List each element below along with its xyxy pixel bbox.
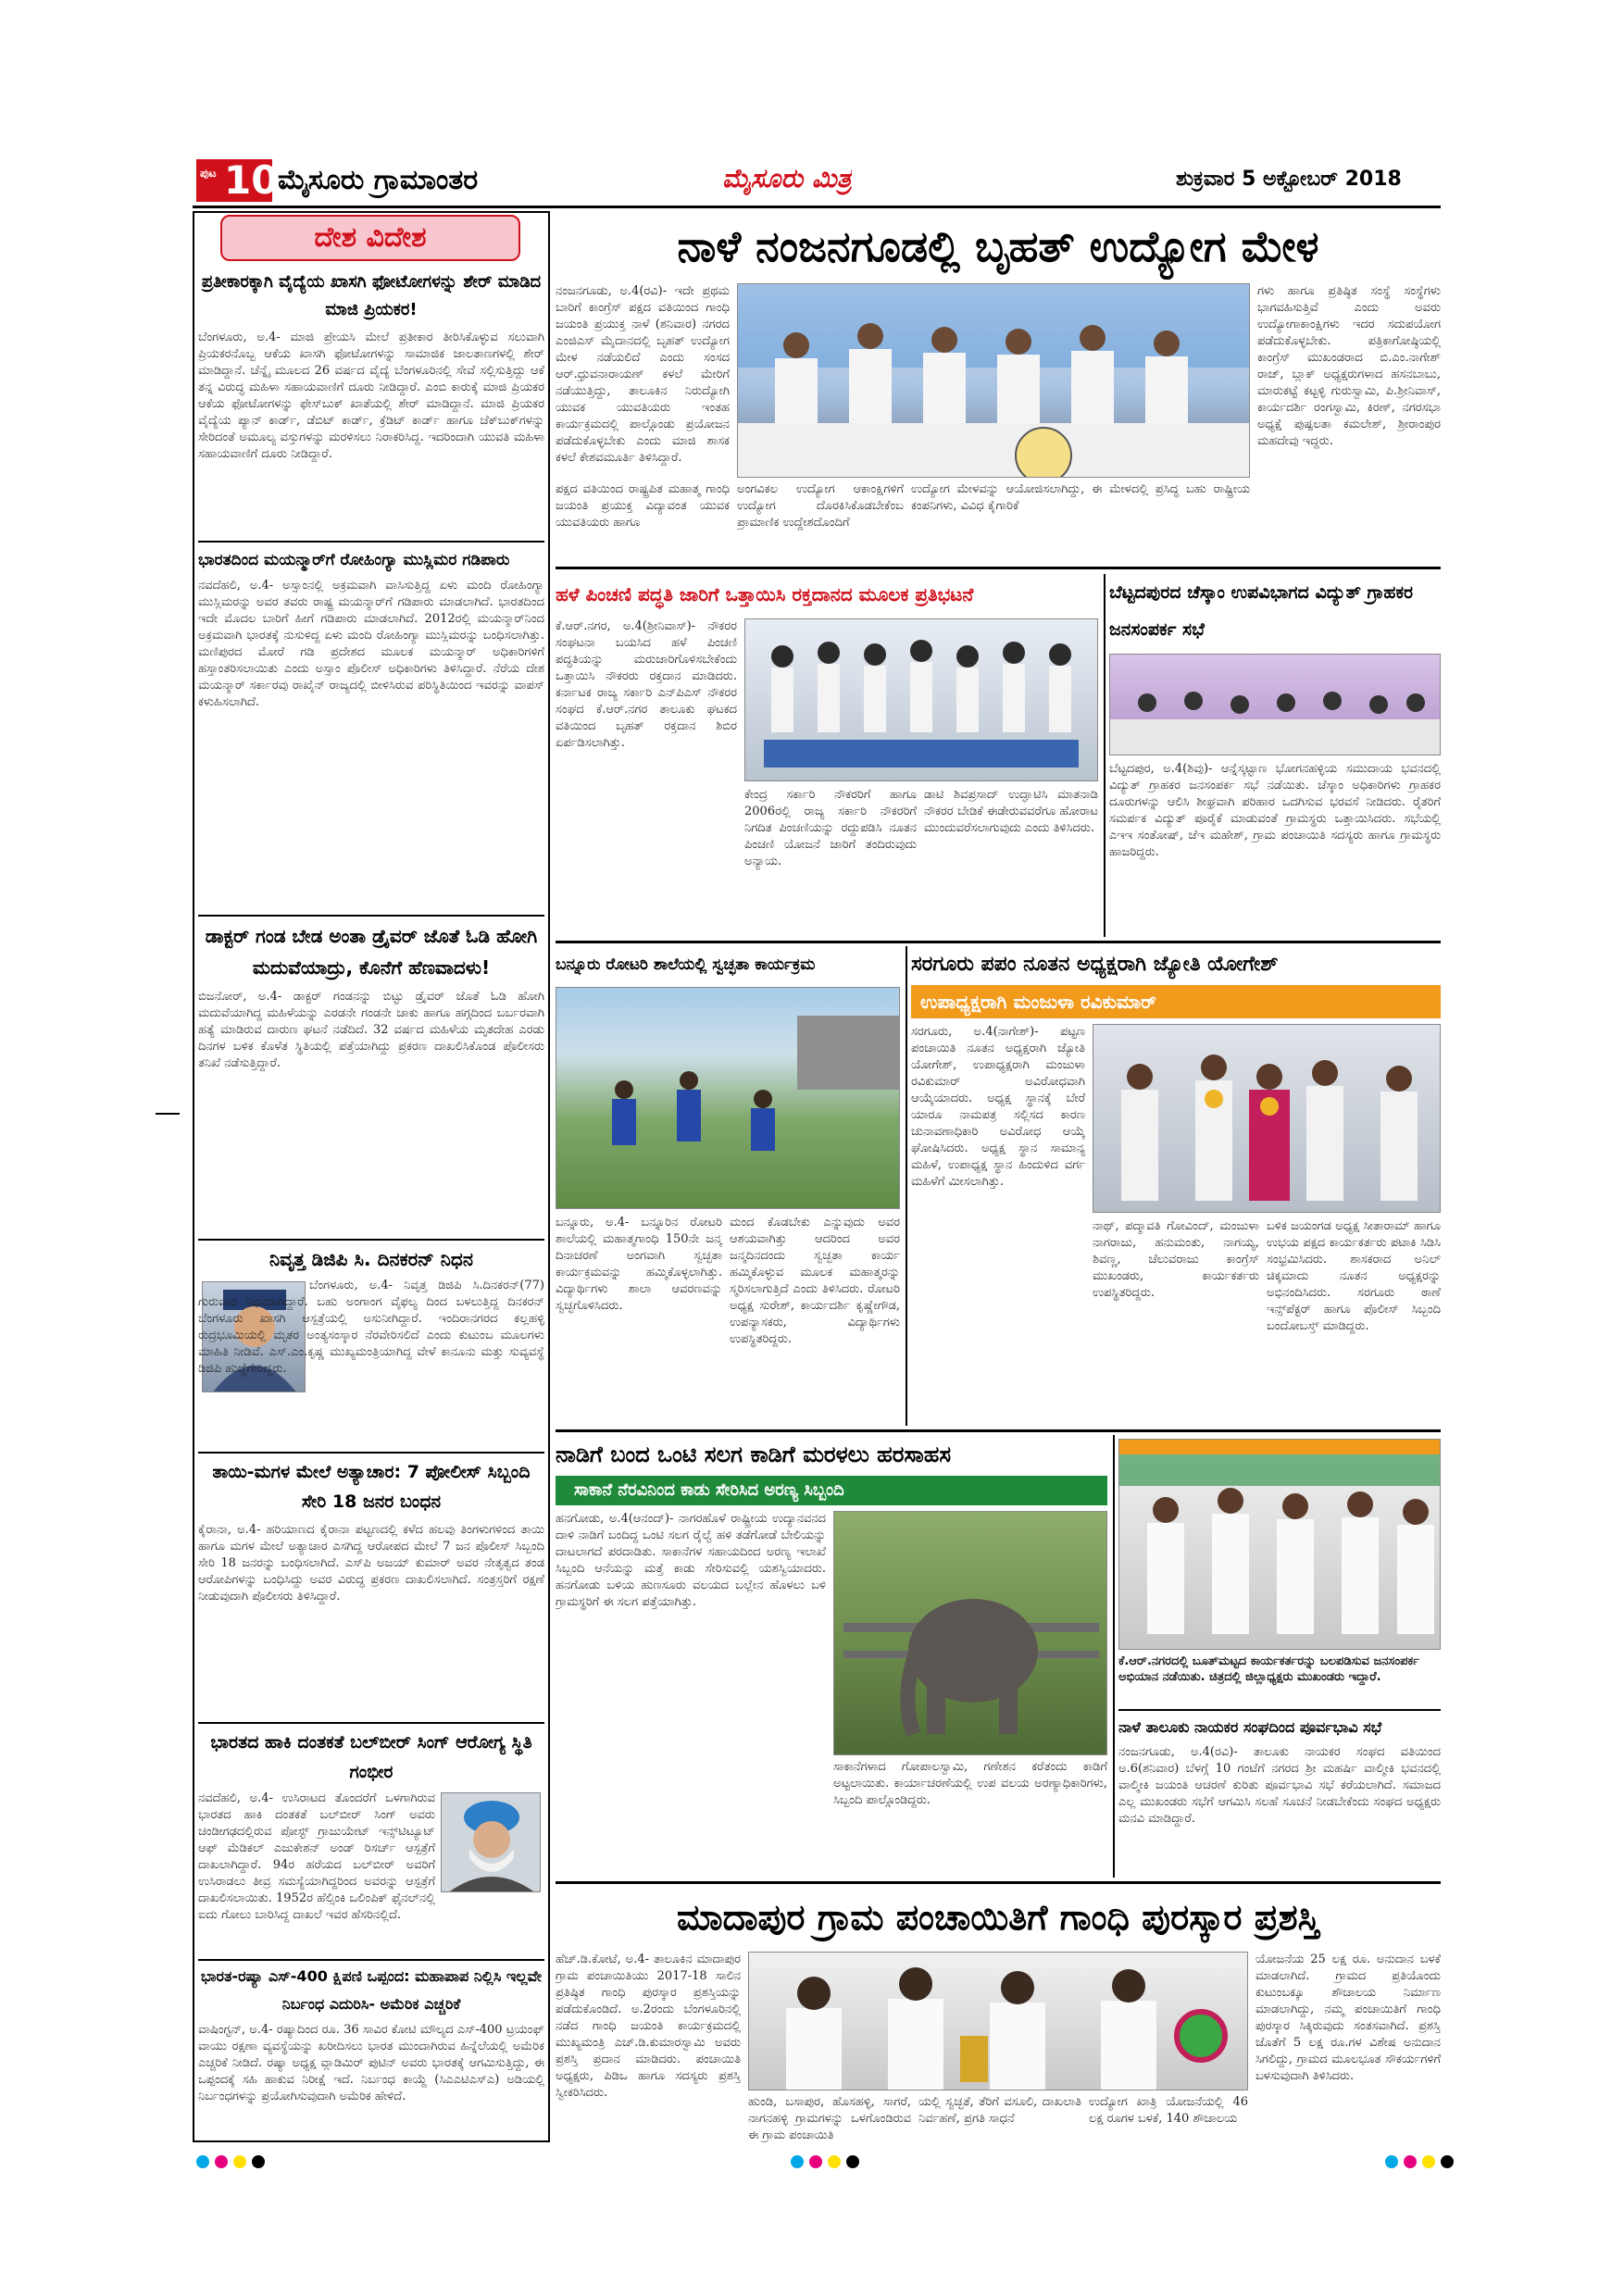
sidebar-body-2: ನವದೆಹಲಿ, ಅ.4- ಅಸ್ಸಾಂನಲ್ಲಿ ಅಕ್ರಮವಾಗಿ ವಾಸಿಸುತ್ತಿದ್ದ ಏಳು ಮಂದಿ ರೋಹಿಂಗ್ಯಾ ಮುಸ್ಲಿಮರನ್ನು ಅವರ ತವರು ರಾಷ್ಟ್ರ ಮಯನ್ಮಾರ್‌ಗೆ ಗಡಿಪಾರು ಮಾಡಲಾಗಿದೆ. ಭಾರತದಿಂದ ಇದೇ ಮೊದಲ ಬಾರಿಗೆ ಹೀಗೆ ಗಡಿಪಾರು ಮಾಡಲಾಗಿದೆ. 2012ರಲ್ಲಿ ಮಯನ್ಮಾರ್‌ನಿಂದ ಅಕ್ರಮವಾಗಿ ಭಾರತಕ್ಕೆ ನುಸುಳಿದ್ದ ಏಳು ಮಂದಿ ರೋಹಿಂಗ್ಯಾ ಮುಸ್ಲಿಮರನ್ನು ಬಂಧಿಸಲಾಗಿತ್ತು. ಮಣಿಪುರದ ಮೋರೆ ಗಡಿ ಪ್ರದೇಶದ ಮೂಲಕ ಮಯನ್ಮಾರ್ ಅಧಿಕಾರಿಗಳಿಗೆ ಹಸ್ತಾಂತರಿಸಲಾಯಿತು ಎಂದು ಅಸ್ಸಾಂ ಪೊಲೀಸ್ ಅಧಿಕಾರಿಗಳು ತಿಳಿಸಿದ್ದಾರೆ. ನೆರೆಯ ದೇಶ ಮಯನ್ಮಾರ್ ಸರ್ಕಾರವು ರಾಖೈನ್ ರಾಜ್ಯದಲ್ಲಿ ಬೀಳಿಸಿರುವ ಪರಿಸ್ಥಿತಿಯಿಂದ ಇವರನ್ನು ವಾಪಸ್ ಕಳುಹಿಸಲಾಗಿದೆ.: [198, 579, 544, 709]
mid-rule-3: [556, 1881, 1441, 1884]
saragur-subhead-band: [911, 985, 1441, 1018]
sidebar-headline-1: ಪ್ರತೀಕಾರಕ್ಕಾಗಿ ವೈದ್ಯೆಯ ಖಾಸಗಿ ಫೋಟೋಗಳನ್ನು ಶೇರ್ ಮಾಡಿದ ಮಾಜಿ ಪ್ರಿಯಕರ!: [201, 272, 542, 319]
saragur-photo: [1093, 1024, 1441, 1213]
cleaning-icon: [556, 988, 900, 1209]
elephant-headline: [556, 1435, 1111, 1474]
reg-mark-yellow: [233, 2155, 246, 2168]
gandhi-col-5: ಯೋಜನೆಯ 25 ಲಕ್ಷ ರೂ. ಅನುದಾನ ಬಳಕೆ ಮಾಡಲಾಗಿದೆ. ಗ್ರಾಮದ ಪ್ರತಿಯೊಂದು ಕುಟುಂಬಕ್ಕೂ ಶೌಚಾಲಯ ನಿರ್ಮಾಣ ಮಾಡಲಾಗಿದ್ದು, ನಮ್ಮ ಪಂಚಾಯಿತಿಗೆ ಗಾಂಧಿ ಪುರಸ್ಕಾರ ಸಿಕ್ಕಿರುವುದು ಸಂತಸವಾಗಿದೆ. ಪ್ರಶಸ್ತಿ ಜೊತೆಗೆ 5 ಲಕ್ಷ ರೂ.ಗಳ ವಿಶೇಷ ಅನುದಾನ ಸಿಗಲಿದ್ದು, ಗ್ರಾಮದ ಮೂಲಭೂತ ಸೌಕರ್ಯಗಳಿಗೆ ಬಳಸುವುದಾಗಿ ತಿಳಿಸಿದರು.: [1255, 1953, 1441, 2083]
camp-headline: [1109, 574, 1441, 650]
camp-body: ಬೆಟ್ಟದಪುರ, ಅ.4(ಶಿವು)- ಆನ್ನೆಸ್ಕಟ್ಟಾಣ ಭೋಗನಹಳ್ಳಿಯ ಸಮುದಾಯ ಭವನದಲ್ಲಿ ವಿದ್ಯುತ್ ಗ್ರಾಹಕರ ಜನಸಂಪರ್ಕ ಸಭೆ ನಡೆಯಿತು. ಚೆಸ್ಕಾಂ ಅಧಿಕಾರಿಗಳು ಗ್ರಾಹಕರ ದೂರುಗಳನ್ನು ಆಲಿಸಿ ಶೀಘ್ರವಾಗಿ ಪರಿಹಾರ ಒದಗಿಸುವ ಭರವಸೆ ನೀಡಿದರು. ರೈತರಿಗೆ ಸಮರ್ಪಕ ವಿದ್ಯುತ್ ಪೂರೈಕೆ ಮಾಡುವಂತೆ ಗ್ರಾಮಸ್ಥರು ಒತ್ತಾಯಿಸಿದರು. ಸಭೆಯಲ್ಲಿ ಎಇಇ ಸಂತೋಷ್, ಜೆಇ ಮಹೇಶ್, ಗ್ರಾಮ ಪಂಚಾಯಿತಿ ಸದಸ್ಯರು ಹಾಗೂ ಗ್ರಾಮಸ್ಥರು ಹಾಜರಿದ್ದರು.: [1109, 762, 1441, 859]
sidebar-divider-4: [198, 1452, 544, 1454]
date: ಶುಕ್ರವಾರ 5 ಅಕ್ಟೋಬರ್ 2018: [1176, 168, 1402, 191]
sidebar-title: ದೇಶ ವಿದೇಶ: [314, 221, 427, 254]
gandhi-photo: [748, 1952, 1248, 2090]
portrait-icon: [442, 1793, 541, 1892]
clean-headline: [556, 946, 900, 983]
press-conference-icon: [738, 284, 1250, 478]
lead-col-3: ಅಂಗವಿಕಲ ಉದ್ಯೋಗ ಆಕಾಂಕ್ಷಿಗಳಿಗೆ ಉದ್ಯೋಗ ದೊರಕಿಸಿಕೊಡಬೇಕೆಂಬ ಪ್ರಾಮಾಣಿಕ ಉದ್ದೇಶದೊಂದಿಗೆ: [737, 482, 904, 530]
lead-col-4: ಉದ್ಯೋಗ ಮೇಳವನ್ನು ಆಯೋಜಿಸಲಾಗಿದ್ದು, ಈ ಮೇಳದಲ್ಲಿ ಪ್ರಸಿದ್ಧ ಬಹು ರಾಷ್ಟ್ರೀಯ ಕಂಪನಿಗಳು, ವಿವಿಧ ಕೈಗಾರಿಕೆ: [911, 482, 1250, 513]
elephant-photo: [833, 1511, 1107, 1755]
saragur-col-1: ಸರಗೂರು, ಅ.4(ನಾಗೇಶ್)- ಪಟ್ಟಣ ಪಂಚಾಯಿತಿ ನೂತನ ಅಧ್ಯಕ್ಷರಾಗಿ ಜ್ಯೋತಿ ಯೋಗೇಶ್, ಉಪಾಧ್ಯಕ್ಷರಾಗಿ ಮಂಜುಳಾ ರವಿಕುಮಾರ್ ಅವಿರೋಧವಾಗಿ ಆಯ್ಕೆಯಾದರು. ಅಧ್ಯಕ್ಷ ಸ್ಥಾನಕ್ಕೆ ಬೇರೆ ಯಾರೂ ನಾಮಪತ್ರ ಸಲ್ಲಿಸದ ಕಾರಣ ಚುನಾವಣಾಧಿಕಾರಿ ಅವಿರೋಧ ಆಯ್ಕೆ ಘೋಷಿಸಿದರು. ಅಧ್ಯಕ್ಷ ಸ್ಥಾನ ಸಾಮಾನ್ಯ ಮಹಿಳೆ, ಉಪಾಧ್ಯಕ್ಷ ಸ್ಥಾನ ಹಿಂದುಳಿದ ವರ್ಗ ಮಹಿಳೆಗೆ ಮೀಸಲಾಗಿತ್ತು.: [911, 1025, 1085, 1189]
meeting-headline: ನಾಳೆ ತಾಲೂಕು ನಾಯಕರ ಸಂಘದಿಂದ ಪೂರ್ವಭಾವಿ ಸಭೆ: [1118, 1718, 1382, 1736]
camp-headline-text: ಬೆಟ್ಟದಪುರದ ಚೆಸ್ಕಾಂ ಉಪವಿಭಾಗದ ವಿದ್ಯುತ್ ಗ್ರಾಹಕರ ಜನಸಂಪರ್ಕ ಸಭೆ: [1109, 582, 1414, 640]
sidebar-headline-6: ಭಾರತದ ಹಾಕಿ ದಂತಕತೆ ಬಲ್‌ಬೀರ್ ಸಿಂಗ್ ಆರೋಗ್ಯ ಸ್ಥಿತಿ ಗಂಭೀರ: [210, 1732, 532, 1782]
balbir-portrait: [441, 1792, 541, 1892]
reg-mark-black: [846, 2155, 859, 2168]
blood-photo: [744, 618, 1098, 781]
sidebar-headline-2: ಭಾರತದಿಂದ ಮಯನ್ಮಾರ್‌ಗೆ ರೋಹಿಂಗ್ಯಾ ಮುಸ್ಲಿಮರ ಗಡಿಪಾರು: [198, 551, 510, 569]
reg-mark-cyan: [196, 2155, 209, 2168]
clean-col-2: ಮಂದ ಕೊಡಬೇಕು ಎನ್ನುವುದು ಅವರ ಆಶಯವಾಗಿತ್ತು ಆದರಿಂದ ಅವರ ಜನ್ಮದಿನದಂದು ಸ್ವಚ್ಛತಾ ಕಾರ್ಯ ಹಮ್ಮಿಕೊಳ್ಳುವ ಮೂಲಕ ಮಹಾತ್ಮರನ್ನು ಸ್ಮರಿಸಲಾಗುತ್ತಿದೆ ಎಂದು ತಿಳಿಸಿದರು. ರೋಟರಿ ಅಧ್ಯಕ್ಷ ಸುರೇಶ್, ಕಾರ್ಯದರ್ಶಿ ಕೃಷ್ಣೇಗೌಡ, ಉಪನ್ಯಾಸಕರು, ವಿದ್ಯಾರ್ಥಿಗಳು ಉಪಸ್ಥಿತರಿದ್ದರು.: [730, 1216, 900, 1346]
page-number-badge: [196, 157, 279, 203]
clean-headline-text: ಬನ್ನೂರು ರೋಟರಿ ಶಾಲೆಯಲ್ಲಿ ಸ್ವಚ್ಛತಾ ಕಾರ್ಯಕ್ರಮ: [556, 955, 816, 974]
saragur-divider: [906, 946, 907, 1426]
reg-mark-black: [1441, 2155, 1454, 2168]
lead-col-5: ಗಳು ಹಾಗೂ ಪ್ರತಿಷ್ಠಿತ ಸಂಸ್ಥೆ ಸಂಸ್ಥೆಗಳು ಭಾಗವಹಿಸುತ್ತಿವೆ ಎಂದು ಅವರು ಉದ್ಯೋಗಾಕಾಂಕ್ಷಿಗಳು ಇದರ ಸದುಪಯೋಗ ಪಡೆದುಕೊಳ್ಳಬೇಕು. ಪತ್ರಿಕಾಗೋಷ್ಠಿಯಲ್ಲಿ ಕಾಂಗ್ರೆಸ್ ಮುಖಂಡರಾದ ಬಿ.ಎಂ.ನಾಗೇಶ್ ರಾಜ್, ಬ್ಲಾಕ್ ಅಧ್ಯಕ್ಷರುಗಳಾದ ಹಸನಬಾಬು, ಮಾರುಕಟ್ಟೆ ಕಟ್ಟಳ್ಳಿ ಗುರುಸ್ವಾಮಿ, ಪಿ.ಶ್ರೀನಿವಾಸ್, ಕಾರ್ಯದರ್ಶಿ ರಂಗಸ್ವಾಮಿ, ಕಿರಣ್, ನಗರಸಭಾ ಅಧ್ಯಕ್ಷೆ ಪುಷ್ಪಲತಾ ಕಮಲೇಶ್, ಶ್ರೀರಾಂಪುರ ಮಹದೇವು ಇದ್ದರು.: [1257, 284, 1441, 448]
meeting-body: ನಂಜನಗೂಡು, ಅ.4(ರವಿ)- ತಾಲೂಕು ನಾಯಕರ ಸಂಘದ ವತಿಯಿಂದ ಅ.6(ಶನಿವಾರ) ಬೆಳಗ್ಗೆ 10 ಗಂಟೆಗೆ ನಗರದ ಶ್ರೀ ಮಹರ್ಷಿ ವಾಲ್ಮೀಕಿ ಭವನದಲ್ಲಿ ವಾಲ್ಮೀಕಿ ಜಯಂತಿ ಆಚರಣೆ ಕುರಿತು ಪೂರ್ವಭಾವಿ ಸಭೆ ಕರೆಯಲಾಗಿದೆ. ಸಮಾಜದ ಎಲ್ಲ ಮುಖಂಡರು ಸಭೆಗೆ ಆಗಮಿಸಿ ಸಲಹೆ ಸೂಚನೆ ನೀಡಬೇಕೆಂದು ಸಂಘದ ಅಧ್ಯಕ್ಷರು ಮನವಿ ಮಾಡಿದ್ದಾರೆ.: [1118, 1745, 1441, 1826]
sidebar-divider-5: [198, 1722, 544, 1724]
reg-mark-magenta: [809, 2155, 822, 2168]
gandhi-col-2: ಹುಂಡಿ, ಬಸಾಪುರ, ಹೊಸಹಳ್ಳಿ, ಸಾಗರೆ, ನಾಗನಹಳ್ಳಿ ಗ್ರಾಮಗಳನ್ನು ಒಳಗೊಂಡಿರುವ ಈ ಗ್ರಾಮ ಪಂಚಾಯಿತಿ: [748, 2095, 911, 2142]
clean-photo: [556, 987, 900, 1209]
gandhi-headline: [556, 1887, 1441, 1948]
elephant-icon: [834, 1512, 1107, 1755]
sidebar-headline-5: ತಾಯಿ-ಮಗಳ ಮೇಲೆ ಅತ್ಯಾಚಾರ: 7 ಪೋಲೀಸ್ ಸಿಬ್ಬಂದಿ ಸೇರಿ 18 ಜನರ ಬಂಧನ: [212, 1462, 531, 1512]
reg-mark-magenta: [1404, 2155, 1417, 2168]
page-number: 10: [224, 157, 279, 203]
mid-rule-2: [556, 1429, 1441, 1432]
rally-photo: [1118, 1439, 1441, 1650]
reg-mark-yellow: [828, 2155, 841, 2168]
gandhi-headline-text: ಮಾದಾಪುರ ಗ್ರಾಮ ಪಂಚಾಯಿತಿಗೆ ಗಾಂಧಿ ಪುರಸ್ಕಾರ ಪ್ರಶಸ್ತಿ: [676, 1897, 1320, 1938]
sidebar-headline-4: ನಿವೃತ್ತ ಡಿಜಿಪಿ ಸಿ. ದಿನಕರನ್ ನಿಧನ: [269, 1248, 473, 1270]
elephant-subhead-band: [556, 1476, 1107, 1505]
reg-mark-black: [252, 2155, 265, 2168]
sidebar-body-7: ವಾಷಿಂಗ್ಟನ್, ಅ.4- ರಷ್ಯಾದಿಂದ ರೂ. 36 ಸಾವಿರ ಕೋಟಿ ಮೌಲ್ಯದ ಎಸ್-400 ಟ್ರಯಂಫ್ ವಾಯು ರಕ್ಷಣಾ ವ್ಯವಸ್ಥೆಯನ್ನು ಖರೀದಿಸಲು ಭಾರತ ಮುಂದಾಗಿರುವ ಹಿನ್ನೆಲೆಯಲ್ಲಿ ಅಮೆರಿಕ ಎಚ್ಚರಿಕೆ ನೀಡಿದೆ. ರಷ್ಯಾ ಅಧ್ಯಕ್ಷ ವ್ಲಾಡಿಮಿರ್ ಪುಟಿನ್ ಅವರು ಭಾರತಕ್ಕೆ ಆಗಮಿಸುತ್ತಿದ್ದು, ಈ ಒಪ್ಪಂದಕ್ಕೆ ಸಹಿ ಹಾಕುವ ನಿರೀಕ್ಷೆ ಇದೆ. ನಿರ್ಬಂಧ ಕಾಯ್ದೆ (ಸಿಎಎಟಿಎಸ್‌ಎ) ಅಡಿಯಲ್ಲಿ ನಿರ್ಬಂಧಗಳನ್ನು ಪ್ರಯೋಗಿಸುವುದಾಗಿ ಅಮೆರಿಕ ಹೇಳಿದೆ.: [198, 2023, 544, 2103]
sidebar-divider-1: [198, 541, 544, 543]
saragur-subhead: ಉಪಾಧ್ಯಕ್ಷರಾಗಿ ಮಂಜುಳಾ ರವಿಕುಮಾರ್: [920, 991, 1157, 1013]
lead-headline: [556, 213, 1441, 280]
meeting-icon: [1110, 655, 1441, 755]
sidebar-divider-6: [198, 1959, 544, 1961]
blood-headline-text: ಹಳೆ ಪಿಂಚಣಿ ಪದ್ಧತಿ ಜಾರಿಗೆ ಒತ್ತಾಯಿಸಿ ರಕ್ತದಾನದ ಮೂಲಕ ಪ್ರತಿಭಟನೆ: [556, 583, 974, 605]
sidebar-headline-7: ಭಾರತ-ರಷ್ಯಾ ಎಸ್-400 ಕ್ಷಿಪಣಿ ಒಪ್ಪಂದ: ಮಹಾಪಾಪ ನಿಲ್ಲಿಸಿ ಇಲ್ಲವೇ ನಿರ್ಬಂಧ ಎದುರಿಸಿ- ಅಮೆರಿಕ ಎಚ್ಚರಿಕೆ: [200, 1967, 543, 2013]
elephant-col-1: ಹನಗೋಡು, ಅ.4(ಆನಂದ್)- ನಾಗರಹೊಳೆ ರಾಷ್ಟ್ರೀಯ ಉದ್ಯಾನವನದ ದಾಳಿ ನಾಡಿಗೆ ಬಂದಿದ್ದ ಒಂಟಿ ಸಲಗ ರೈಲ್ವೆ ಹಳಿ ತಡೆಗೋಡೆ ಬೇಲಿಯನ್ನು ದಾಟಲಾಗದೆ ಪರದಾಡಿತು. ಸಾಕಾನೆಗಳ ಸಹಾಯದಿಂದ ಅರಣ್ಯ ಇಲಾಖೆ ಸಿಬ್ಬಂದಿ ಆನೆಯನ್ನು ಮತ್ತೆ ಕಾಡು ಸೇರಿಸುವಲ್ಲಿ ಯಶಸ್ವಿಯಾದರು. ಹನಗೋಡು ಬಳಿಯ ಹುಣಸೂರು ವಲಯದ ಬಲ್ಲೇನ ಹೊಳಲು ಬಳಿ ಗ್ರಾಮಸ್ಥರಿಗೆ ಈ ಸಲಗ ಪತ್ತೆಯಾಗಿತ್ತು.: [556, 1512, 826, 1609]
sidebar-divider-2: [198, 915, 544, 917]
header-rule: [193, 206, 1441, 208]
award-ceremony-icon: [749, 1953, 1248, 2090]
crop-mark-left: [156, 1113, 180, 1115]
blood-col-3: ಡಾಟಿ ಶಿವಪ್ರಸಾದ್ ಉದ್ಘಾಟಿಸಿ ಮಾತನಾಡಿ ನೌಕರರ ಬೇಡಿಕೆ ಈಡೇರುವವರೆಗೂ ಹೋರಾಟ ಮುಂದುವರೆಸಲಾಗುವುದು ಎಂದು ತಿಳಿಸಿದರು.: [924, 788, 1098, 835]
mid-rule-1: [556, 941, 1441, 943]
sidebar-body-4: ಬೆಂಗಳೂರು, ಅ.4- ನಿವೃತ್ತ ಡಿಜಿಪಿ ಸಿ.ದಿನಕರನ್(77) ಗುರುವಾರ ನಿಧನರಾಗಿದ್ದಾರೆ. ಬಹು ಅಂಗಾಂಗ ವೈಫಲ್ಯ ದಿಂದ ಬಳಲುತ್ತಿದ್ದ ದಿನಕರನ್ ಬೆಂಗಳೂರು ಖಾಸಗಿ ಆಸ್ಪತ್ರೆಯಲ್ಲಿ ಅಸುನೀಗಿದ್ದಾರೆ. ಇಂದಿರಾನಗರದ ಕಲ್ಲಹಳ್ಳಿ ರುದ್ರಭೂಮಿಯಲ್ಲಿ ಮೃತರ ಅಂತ್ಯಸಂಸ್ಕಾರ ನೆರವೇರಿಸಲಿದೆ ಎಂದು ಕುಟುಂಬ ಮೂಲಗಳು ಮಾಹಿತಿ ನೀಡಿವೆ. ಎಸ್.ಎಂ.ಕೃಷ್ಣ ಮುಖ್ಯಮಂತ್ರಿಯಾಗಿದ್ದ ವೇಳೆ ಕಾನೂನು ಮತ್ತು ಸುವ್ಯವಸ್ಥೆ ಡಿಜಿಪಿ ಹುದ್ದೆಗೇರಿದ್ದರು.: [198, 1279, 544, 1376]
section-title: ಮೈಸೂರು ಗ್ರಾಮಾಂತರ: [278, 164, 479, 196]
masthead: ಮೈಸೂರು ಮಿತ್ರ: [722, 163, 852, 193]
saragur-col-3: ಬಳಿಕ ಜಯಂಗಡ ಅಧ್ಯಕ್ಷ ಸೀತಾರಾಮ್ ಹಾಗೂ ಉಭಯ ಪಕ್ಷದ ಕಾರ್ಯಕರ್ತರು ಪಟಾಕಿ ಸಿಡಿಸಿ ಸಂಭ್ರಮಿಸಿದರು. ಶಾಸಕರಾದ ಅನಿಲ್ ಚಿಕ್ಕಮಾದು ನೂತನ ಅಧ್ಯಕ್ಷರನ್ನು ಅಭಿನಂದಿಸಿದರು. ಸರಗೂರು ಠಾಣೆ ಇನ್ಸ್‌ಪೆಕ್ಟರ್ ಹಾಗೂ ಪೊಲೀಸ್ ಸಿಬ್ಬಂದಿ ಬಂದೋಬಸ್ತ್ ಮಾಡಿದ್ದರು.: [1267, 1219, 1441, 1333]
sidebar-body-3: ಬಿಜನೋರ್, ಅ.4- ಡಾಕ್ಟರ್ ಗಂಡನನ್ನು ಬಿಟ್ಟು ಡ್ರೈವರ್ ಜೊತೆ ಓಡಿ ಹೋಗಿ ಮದುವೆಯಾಗಿದ್ದ ಮಹಿಳೆಯನ್ನು ಎರಡನೇ ಗಂಡನೇ ಚಾಕು ಹಾಗೂ ಹಗ್ಗದಿಂದ ಬರ್ಬರವಾಗಿ ಹತ್ಯೆ ಮಾಡಿರುವ ದಾರುಣ ಘಟನೆ ನಡೆದಿದೆ. 32 ವರ್ಷದ ಮಹಿಳೆಯ ಮೃತದೇಹ ಎರಡು ದಿನಗಳ ಬಳಿಕ ಕೊಳೆತ ಸ್ಥಿತಿಯಲ್ಲಿ ಪತ್ತೆಯಾಗಿದ್ದು ಪ್ರಕರಣ ದಾಖಲಿಸಿಕೊಂಡ ಪೊಲೀಸರು ತನಿಖೆ ನಡೆಸುತ್ತಿದ್ದಾರೆ.: [198, 990, 544, 1070]
rally-caption: ಕೆ.ಆರ್.ನಗರದಲ್ಲಿ ಬೂತ್‌ಮಟ್ಟದ ಕಾರ್ಯಕರ್ತರನ್ನು ಬಲಪಡಿಸುವ ಜನಸಂಪರ್ಕ ಅಭಿಯಾನ ನಡೆಯಿತು. ಚಿತ್ರದಲ್ಲಿ ಜಿಲ್ಲಾಧ್ಯಕ್ಷರು ಮುಖಂಡರು ಇದ್ದಾರೆ.: [1118, 1654, 1420, 1684]
sidebar-body-1: ಬೆಂಗಳೂರು, ಅ.4- ಮಾಜಿ ಪ್ರೇಯಸಿ ಮೇಲೆ ಪ್ರತೀಕಾರ ತೀರಿಸಿಕೊಳ್ಳುವ ಸಲುವಾಗಿ ಪ್ರಿಯಕರನೊಬ್ಬ ಆಕೆಯ ಖಾಸಗಿ ಫೋಟೋಗಳನ್ನು ಸಾಮಾಜಿಕ ಜಾಲತಾಣಗಳಲ್ಲಿ ಶೇರ್ ಮಾಡಿದ್ದಾನೆ. ಚೆನ್ನೈ ಮೂಲದ 26 ವರ್ಷದ ವೈದ್ಯೆ ಬೆಂಗಳೂರಿನಲ್ಲಿ ಸೇವೆ ಸಲ್ಲಿಸುತ್ತಿದ್ದು ಆಕೆ ತನ್ನ ವಿರುದ್ಧ ಮಹಿಳಾ ಸಹಾಯವಾಣಿಗೆ ದೂರು ನೀಡಿದ್ದಾರೆ. ಎಂಬಿ ಕಾರುಕ್ಕೆ ಮಾಜಿ ಪ್ರಿಯಕರ ಆಕೆಯ ಫೋಟೋಗಳನ್ನು ಫೇಸ್‌ಬುಕ್ ಖಾತೆಯಲ್ಲಿ ಶೇರ್ ಮಾಡಿದ್ದಾನೆ. ಮಾಜಿ ಪ್ರಿಯಕರ ವೈದ್ಯೆಯ ಪ್ಯಾನ್ ಕಾರ್ಡ್, ಡೆಬಿಟ್ ಕಾರ್ಡ್, ಕ್ರೆಡಿಟ್ ಕಾರ್ಡ್ ಹಾಗೂ ಚೆಕ್‌ಬುಕ್‌ಗಳನ್ನು ಸೇರಿದಂತೆ ಅಮೂಲ್ಯ ವಸ್ತುಗಳನ್ನು ಮರಳಿಸಲು ನಿರಾಕರಿಸಿದ್ದ. ಇದರಿಂದಾಗಿ ಯುವತಿ ಮಹಿಳಾ ಸಹಾಯವಾಣಿಗೆ ದೂರು ನೀಡಿದ್ದಾರೆ.: [198, 331, 544, 461]
camp-divider: [1104, 574, 1106, 937]
felicitation-icon: [1093, 1025, 1441, 1213]
sidebar-body-6: ನವದೆಹಲಿ, ಅ.4- ಉಸಿರಾಟದ ತೊಂದರೆಗೆ ಒಳಗಾಗಿರುವ ಭಾರತದ ಹಾಕಿ ದಂತಕತೆ ಬಲ್‌ಬೀರ್ ಸಿಂಗ್ ಅವರು ಚಂಡೀಗಢದಲ್ಲಿರುವ ಪೋಸ್ಟ್ ಗ್ರಾಜುಯೇಟ್ ಇನ್ಸ್‌ಟಿಟ್ಯೂಟ್ ಆಫ್ ಮೆಡಿಕಲ್ ಎಜುಕೇಶನ್ ಅಂಡ್ ರಿಸರ್ಚ್ ಆಸ್ಪತ್ರೆಗೆ ದಾಖಲಾಗಿದ್ದಾರೆ. 94ರ ಹರೆಯದ ಬಲ್‌ಬೀರ್ ಅವರಿಗೆ ಉಸಿರಾಡಲು ತೀವ್ರ ಸಮಸ್ಯೆಯಾಗಿದ್ದರಿಂದ ಅವರನ್ನು ಆಸ್ಪತ್ರೆಗೆ ದಾಖಲಿಸಲಾಯಿತು. 1952ರ ಹೆಲ್ಸಿಂಕಿ ಒಲಿಂಪಿಕ್ ಫೈನಲ್‌ನಲ್ಲಿ ಐದು ಗೋಲು ಬಾರಿಸಿದ್ದ ದಾಖಲೆ ಇವರ ಹೆಸರಿನಲ್ಲಿದೆ.: [198, 1791, 435, 1922]
page-label: ಪುಟ: [200, 167, 217, 180]
reg-mark-cyan: [1385, 2155, 1398, 2168]
blood-headline: [556, 574, 1100, 615]
elephant-subhead: ಸಾಕಾನೆ ನೆರವಿನಿಂದ ಕಾಡು ಸೇರಿಸಿದ ಅರಣ್ಯ ಸಿಬ್ಬಂದಿ: [574, 1480, 844, 1500]
elephant-divider: [1113, 1435, 1115, 1878]
blood-donation-icon: [745, 619, 1098, 781]
reg-mark-magenta: [215, 2155, 228, 2168]
sidebar-headline-3: ಡಾಕ್ಟರ್ ಗಂಡ ಬೇಡ ಅಂತಾ ಡ್ರೈವರ್ ಜೊತೆ ಓಡಿ ಹೋಗಿ ಮದುವೆಯಾದ್ರು, ಕೊನೆಗೆ ಹೆಣವಾದಳು!: [205, 925, 538, 979]
rally-icon: [1119, 1440, 1441, 1650]
reg-mark-yellow: [1422, 2155, 1435, 2168]
camp-photo: [1109, 654, 1441, 755]
sidebar-title-badge: [220, 215, 520, 261]
lead-headline-text: ನಾಳೆ ನಂಜನಗೂಡಲ್ಲಿ ಬೃಹತ್ ಉದ್ಯೋಗ ಮೇಳ: [677, 221, 1319, 271]
elephant-headline-text: ನಾಡಿಗೆ ಬಂದ ಒಂಟಿ ಸಲಗ ಕಾಡಿಗೆ ಮರಳಲು ಹರಸಾಹಸ: [556, 1441, 952, 1467]
gandhi-col-1: ಹೆಚ್.ಡಿ.ಕೋಟೆ, ಅ.4- ತಾಲೂಕಿನ ಮಾದಾಪುರ ಗ್ರಾಮ ಪಂಚಾಯಿತಿಯು 2017-18 ಸಾಲಿನ ಪ್ರತಿಷ್ಠಿತ ಗಾಂಧಿ ಪುರಸ್ಕಾರ ಪ್ರಶಸ್ತಿಯನ್ನು ಪಡೆದುಕೊಂಡಿದೆ. ಅ.2ರಂದು ಬೆಂಗಳೂರಿನಲ್ಲಿ ನಡೆದ ಗಾಂಧಿ ಜಯಂತಿ ಕಾರ್ಯಕ್ರಮದಲ್ಲಿ ಮುಖ್ಯಮಂತ್ರಿ ಎಚ್.ಡಿ.ಕುಮಾರಸ್ವಾಮಿ ಅವರು ಪ್ರಶಸ್ತಿ ಪ್ರದಾನ ಮಾಡಿದರು. ಪಂಚಾಯಿತಿ ಅಧ್ಯಕ್ಷರು, ಪಿಡಿಒ ಹಾಗೂ ಸದಸ್ಯರು ಪ್ರಶಸ್ತಿ ಸ್ವೀಕರಿಸಿದರು.: [556, 1953, 741, 2100]
gandhi-col-4: ಉದ್ಯೋಗ ಖಾತ್ರಿ ಯೋಜನೆಯಲ್ಲಿ 46 ಲಕ್ಷ ರೂಗಳ ಬಳಕೆ, 140 ಶೌಚಾಲಯ: [1089, 2095, 1248, 2126]
saragur-col-2: ನಾಥ್, ಪದ್ಮಾವತಿ ಗೋವಿಂದ್, ಮಂಜುಳಾ ನಾಗರಾಜು, ಹನುಮಂತು, ನಾಗಯ್ಯ, ಶಿವಣ್ಣ, ಚೆಲುವರಾಜು ಕಾಂಗ್ರೆಸ್ ಮುಖಂಡರು, ಕಾರ್ಯಕರ್ತರು ಉಪಸ್ಥಿತರಿದ್ದರು.: [1093, 1219, 1259, 1300]
blood-col-2: ಕೇಂದ್ರ ಸರ್ಕಾರಿ ನೌಕರರಿಗೆ ಹಾಗೂ 2006ರಲ್ಲಿ ರಾಜ್ಯ ಸರ್ಕಾರಿ ನೌಕರರಿಗೆ ನಿಗದಿತ ಪಿಂಚಣಿಯನ್ನು ರದ್ದುಪಡಿಸಿ ನೂತನ ಪಿಂಚಣಿ ಯೋಜನೆ ಜಾರಿಗೆ ತಂದಿರುವುದು ಅನ್ಯಾಯ.: [744, 788, 917, 868]
elephant-col-2: ಸಾಕಾನೆಗಳಾದ ಗೋಪಾಲಸ್ವಾಮಿ, ಗಣೇಶನ ಕರೆತಂದು ಕಾಡಿಗೆ ಅಟ್ಟಲಾಯಿತು. ಕಾರ್ಯಾಚರಣೆಯಲ್ಲಿ ಉಪ ವಲಯ ಅರಣ್ಯಾಧಿಕಾರಿಗಳು, ಸಿಬ್ಬಂದಿ ಪಾಲ್ಗೊಂಡಿದ್ದರು.: [833, 1760, 1107, 1807]
lead-col-2: ಪಕ್ಷದ ವತಿಯಿಂದ ರಾಷ್ಟ್ರಪಿತ ಮಹಾತ್ಮ ಗಾಂಧಿ ಜಯಂತಿ ಪ್ರಯುಕ್ತ ವಿದ್ಯಾವಂತ ಯುವಕ ಯುವತಿಯರು ಹಾಗೂ: [556, 482, 730, 530]
blood-col-1: ಕೆ.ಆರ್.ನಗರ, ಅ.4(ಶ್ರೀನಿವಾಸ್)- ನೌಕರರ ಸಂಘಟನಾ ಬಯಸಿದ ಹಳೆ ಪಿಂಚಣಿ ಪದ್ಧತಿಯನ್ನು ಮರುಜಾರಿಗೊಳಿಸಬೇಕೆಂದು ಒತ್ತಾಯಿಸಿ ನೌಕರರು ರಕ್ತದಾನ ಮಾಡಿದರು. ಕರ್ನಾಟಕ ರಾಜ್ಯ ಸರ್ಕಾರಿ ಎನ್‌ಪಿಎಸ್ ನೌಕರರ ಸಂಘದ ಕೆ.ಆರ್.ನಗರ ತಾಲೂಕು ಘಟಕದ ವತಿಯಿಂದ ಬೃಹತ್ ರಕ್ತದಾನ ಶಿಬಿರ ಏರ್ಪಡಿಸಲಾಗಿತ್ತು.: [556, 619, 737, 750]
saragur-headline: [911, 946, 1441, 983]
gandhi-col-3: ಯಲ್ಲಿ ಸ್ವಚ್ಛತೆ, ತೆರಿಗೆ ವಸೂಲಿ, ದಾಖಲಾತಿ ನಿರ್ವಹಣೆ, ಪ್ರಗತಿ ಸಾಧನೆ: [918, 2095, 1081, 2126]
lead-rule: [556, 567, 1441, 569]
sidebar-body-5: ಕೈರಾನಾ, ಅ.4- ಹರಿಯಾಣದ ಕೈರಾನಾ ಪಟ್ಟಣದಲ್ಲಿ ಕಳೆದ ಹಲವು ತಿಂಗಳುಗಳಿಂದ ತಾಯಿ ಹಾಗೂ ಮಗಳ ಮೇಲೆ ಅತ್ಯಾಚಾರ ಎಸಗಿದ್ದ ಆರೋಪದ ಮೇಲೆ 7 ಜನ ಪೊಲೀಸ್ ಸಿಬ್ಬಂದಿ ಸೇರಿ 18 ಜನರನ್ನು ಬಂಧಿಸಲಾಗಿದೆ. ಎಸ್‌ಪಿ ಅಜಯ್ ಕುಮಾರ್ ಅವರ ನೇತೃತ್ವದ ತಂಡ ಆರೋಪಿಗಳನ್ನು ಬಂಧಿಸಿದ್ದು ಅವರ ವಿರುದ್ಧ ಪ್ರಕರಣ ದಾಖಲಿಸಲಾಗಿದೆ. ಸಂತ್ರಸ್ತರಿಗೆ ರಕ್ಷಣೆ ನೀಡುವುದಾಗಿ ಪೊಲೀಸರು ತಿಳಿಸಿದ್ದಾರೆ.: [198, 1523, 544, 1603]
clean-col-1: ಬನ್ನೂರು, ಅ.4- ಬನ್ನೂರಿನ ರೋಟರಿ ಶಾಲೆಯಲ್ಲಿ ಮಹಾತ್ಮಗಾಂಧಿ 150ನೇ ಜನ್ಮ ದಿನಾಚರಣೆ ಅಂಗವಾಗಿ ಸ್ವಚ್ಛತಾ ಕಾರ್ಯಕ್ರಮವನ್ನು ಹಮ್ಮಿಕೊಳ್ಳಲಾಗಿತ್ತು. ವಿದ್ಯಾರ್ಥಿಗಳು ಶಾಲಾ ಆವರಣವನ್ನು ಸ್ವಚ್ಛಗೊಳಿಸಿದರು.: [556, 1216, 722, 1313]
meeting-rule: [1118, 1709, 1441, 1711]
sidebar-divider-3: [198, 1239, 544, 1241]
lead-photo: [737, 283, 1250, 478]
saragur-headline-text: ಸರಗೂರು ಪಪಂ ನೂತನ ಅಧ್ಯಕ್ಷರಾಗಿ ಜ್ಯೋತಿ ಯೋಗೇಶ್: [911, 953, 1279, 976]
lead-col-1: ನಂಜನಗೂಡು, ಅ.4(ರವಿ)- ಇದೇ ಪ್ರಥಮ ಬಾರಿಗೆ ಕಾಂಗ್ರೆಸ್ ಪಕ್ಷದ ವತಿಯಿಂದ ಗಾಂಧಿ ಜಯಂತಿ ಪ್ರಯುಕ್ತ ನಾಳೆ (ಶನಿವಾರ) ನಗರದ ಎಂಜಿಎಸ್ ಮೈದಾನದಲ್ಲಿ ಬೃಹತ್ ಉದ್ಯೋಗ ಮೇಳ ನಡೆಯಲಿದೆ ಎಂದು ಸಂಸದ ಆರ್.ಧ್ರುವನಾರಾಯಣ್ ಕಳಲೆ ಮೇರಿಗೆ ನಡೆಯುತ್ತಿದ್ದು, ತಾಲೂಕಿನ ನಿರುದ್ಯೋಗಿ ಯುವಕ ಯುವತಿಯರು ಇಂತಹ ಕಾರ್ಯಕ್ರಮದಲ್ಲಿ ಪಾಲ್ಗೊಂಡು ಪ್ರಯೋಜನ ಪಡೆದುಕೊಳ್ಳಬೇಕು ಎಂದು ಮಾಜಿ ಶಾಸಕ ಕಳಲೆ ಕೇಶವಮೂರ್ತಿ ತಿಳಿಸಿದ್ದಾರೆ.: [556, 284, 730, 465]
reg-mark-cyan: [791, 2155, 804, 2168]
